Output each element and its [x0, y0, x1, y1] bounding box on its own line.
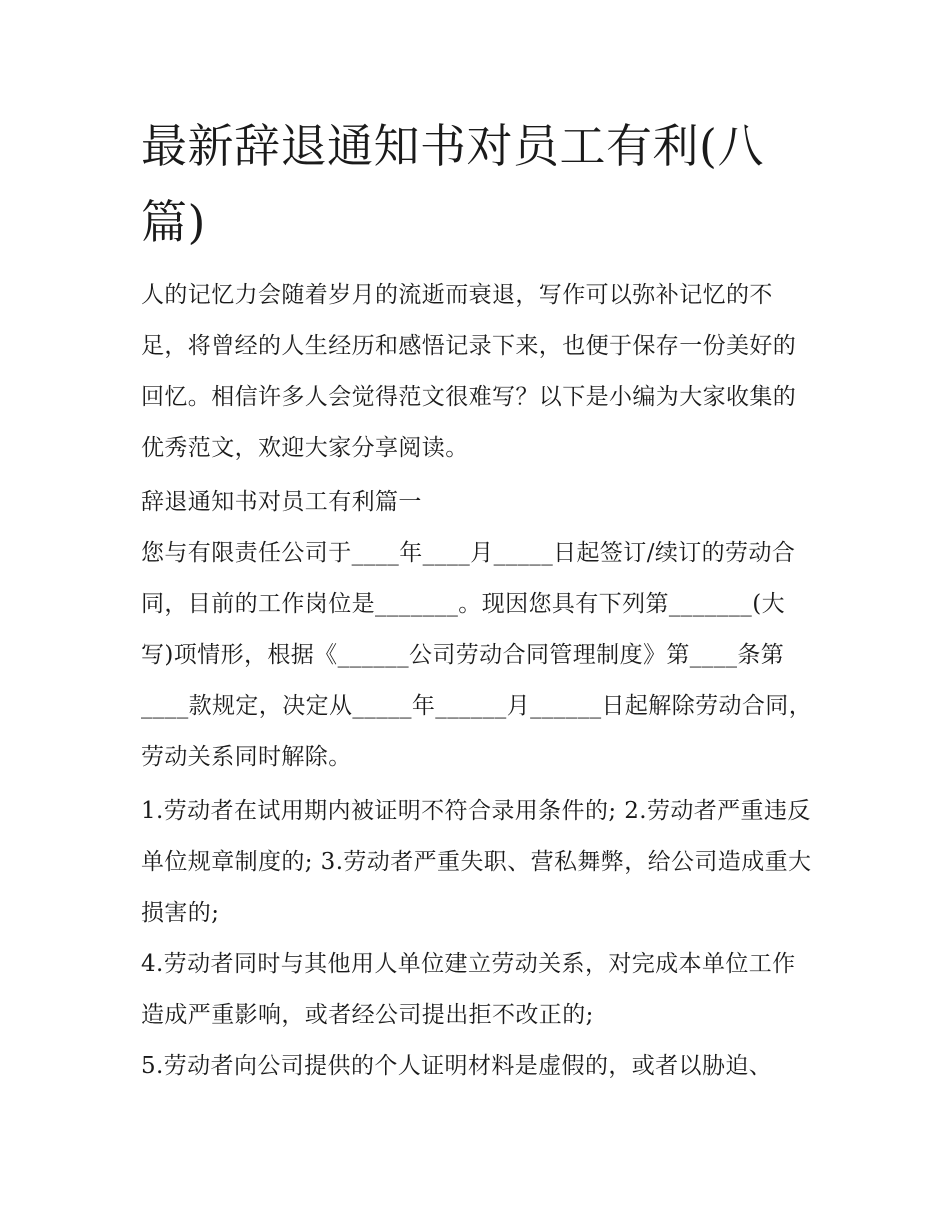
- notice-paragraph: 您与有限责任公司于____年____月_____日起签订/续订的劳动合同，目前的工作岗位是_______。现因您具有下列第_______(大写)项情形，根据《______公司劳动合同管理制度》第____条第____款规定，决定从_____年______月______日起解除劳动合同，劳动关系同时解除。: [141, 540, 813, 770]
- document-page: [141, 108, 813, 1092]
- intro-paragraph: 人的记忆力会随着岁月的流逝而衰退，写作可以弥补记忆的不足，将曾经的人生经历和感悟记录下来，也便于保存一份美好的回忆。相信许多人会觉得范文很难写？以下是小编为大家收集的优秀范文，欢迎大家分享阅读。: [141, 282, 797, 461]
- list-item: 1.劳动者在试用期内被证明不符合录用条件的; 2.劳动者严重违反单位规章制度的; 3.劳动者严重失职、营私舞弊，给公司造成重大损害的;: [141, 798, 812, 926]
- list-item: 4.劳动者同时与其他用人单位建立劳动关系，对完成本单位工作造成严重影响，或者经公司提出拒不改正的;: [141, 951, 796, 1028]
- section-heading: 辞退通知书对员工有利篇一: [141, 489, 422, 515]
- list-item: 5.劳动者向公司提供的个人证明材料是虚假的，或者以胁迫、: [141, 1053, 773, 1079]
- document-title: 最新辞退通知书对员工有利(八篇): [141, 119, 764, 249]
- document-body: [141, 270, 813, 1092]
